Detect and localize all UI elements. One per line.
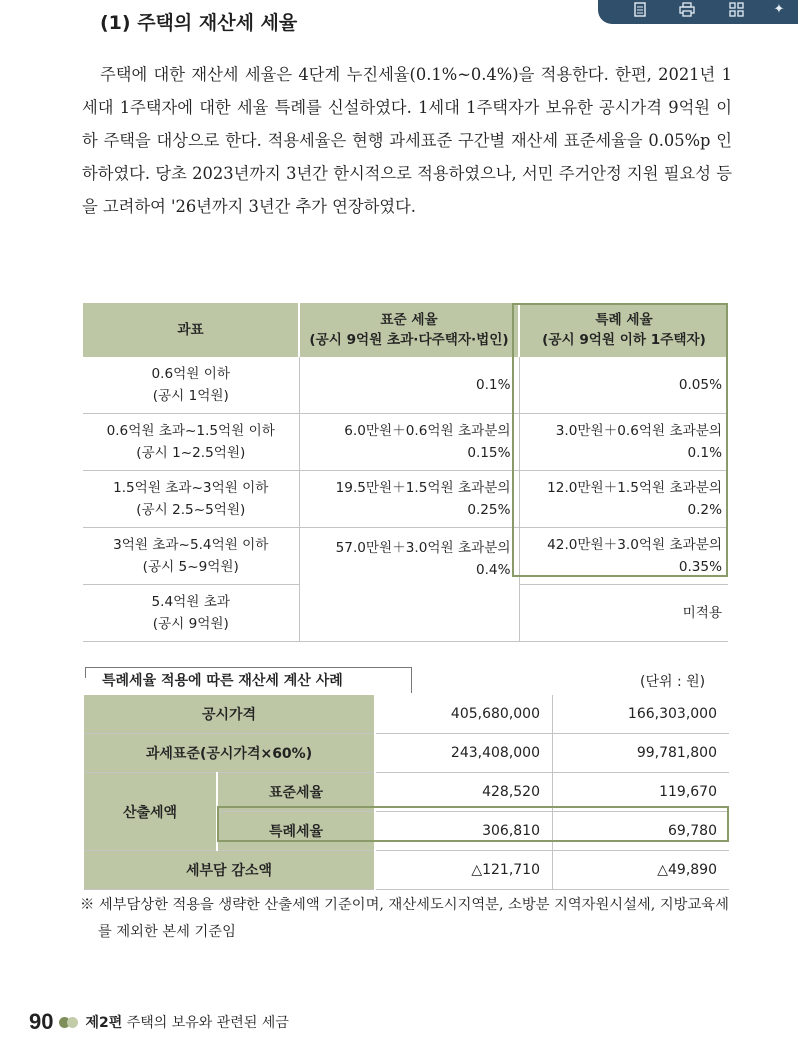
standard-rate-line1: 19.5만원＋1.5억원 초과분의 xyxy=(335,480,511,496)
row-label-reduction: 세부담 감소액 xyxy=(84,851,375,890)
header-special-rate-note: (공시 9억원 이하 1주택자) xyxy=(542,332,706,348)
value-cell: △121,710 xyxy=(375,851,553,890)
bracket-cell xyxy=(83,471,299,528)
table-row xyxy=(83,357,728,414)
header-standard-rate-note: (공시 9억원 초과·다주택자·법인) xyxy=(309,332,509,348)
standard-rate-line2: 0.25% xyxy=(467,502,511,518)
bracket-label: 0.6억원 이하 xyxy=(151,366,230,382)
footer-part: 제2편 xyxy=(85,1015,123,1031)
value-cell: 69,780 xyxy=(553,812,730,851)
header-special-rate-title: 특례 세율 xyxy=(595,312,653,328)
value-cell: 306,810 xyxy=(375,812,553,851)
special-rate-line1: 3.0만원＋0.6억원 초과분의 xyxy=(555,423,722,439)
row-label-special-rate: 특례세율 xyxy=(217,812,375,851)
value-cell: △49,890 xyxy=(553,851,730,890)
standard-rate-line1: 57.0만원＋3.0억원 초과분의 xyxy=(335,540,511,556)
footer-chapter xyxy=(85,1012,288,1032)
bracket-label: 1.5억원 초과~3억원 이하 xyxy=(113,480,269,496)
bracket-cell xyxy=(83,414,299,471)
table-row xyxy=(84,734,729,773)
table-row xyxy=(84,773,729,812)
special-rate-cell xyxy=(519,528,728,585)
special-rate-line1: 42.0만원＋3.0억원 초과분의 xyxy=(547,537,722,553)
bracket-note: (공시 2.5~5억원) xyxy=(136,502,246,518)
bracket-note: (공시 5~9억원) xyxy=(142,559,239,575)
row-label-tax-base: 과세표준(공시가격×60%) xyxy=(84,734,375,773)
bracket-note: (공시 1억원) xyxy=(152,388,229,404)
standard-rate-cell xyxy=(299,471,519,528)
printer-icon[interactable] xyxy=(678,2,696,18)
page-footer xyxy=(29,1008,289,1036)
standard-rate-line1: 6.0만원＋0.6억원 초과분의 xyxy=(344,423,511,439)
calculation-example-table xyxy=(84,695,729,890)
standard-rate-line2: 0.4% xyxy=(475,562,511,578)
table-row xyxy=(83,528,728,585)
grid-icon[interactable] xyxy=(727,2,745,18)
bracket-cell xyxy=(83,585,299,642)
bracket-label: 5.4억원 초과 xyxy=(151,594,230,610)
standard-rate-cell xyxy=(299,528,519,642)
value-cell: 428,520 xyxy=(375,773,553,812)
footer-chapter-title: 주택의 보유와 관련된 세금 xyxy=(126,1015,289,1031)
table-row xyxy=(84,695,729,734)
row-label-price: 공시가격 xyxy=(84,695,375,734)
special-rate-line2: 0.1% xyxy=(687,445,722,461)
bracket-cell xyxy=(83,528,299,585)
special-rate-line1: 12.0만원＋1.5억원 초과분의 xyxy=(547,480,722,496)
value-cell: 99,781,800 xyxy=(553,734,730,773)
standard-rate-line2: 0.15% xyxy=(467,445,511,461)
table-header-row xyxy=(83,303,728,357)
body-paragraph xyxy=(82,58,732,223)
standard-rate-cell xyxy=(299,414,519,471)
document-icon[interactable] xyxy=(631,2,649,18)
section-title: (1) 주택의 재산세 세율 xyxy=(100,12,298,34)
bracket-label: 3억원 초과~5.4억원 이하 xyxy=(113,537,269,553)
header-special-rate xyxy=(519,303,728,357)
page-number: 90 xyxy=(29,1009,54,1034)
value-cell: 119,670 xyxy=(553,773,730,812)
bullet-dot-icon xyxy=(67,1017,78,1028)
row-label-standard-rate: 표준세율 xyxy=(217,773,375,812)
unit-label: (단위 : 원) xyxy=(640,674,706,690)
body-paragraph-text: 주택에 대한 재산세 세율은 4단계 누진세율(0.1%~0.4%)을 적용한다. 한편, 2021년 1세대 1주택자에 대한 세율 특례를 신설하였다. 1세대 1주택자가 보유한 공시가격 9억원 이하 주택을 대상으로 한다. 적용세율은 현행 과세표준 구간별 재산세 표준세율을 0.05%p 인하하였다. 당초 2023년까지 3년간 한시적으로 적용하였으나, 서민 주거안정 지원 필요성 등을 고려하여 '26년까지 3년간 추가 연장하였다. xyxy=(82,65,732,216)
example-title: 특례세율 적용에 따른 재산세 계산 사례 xyxy=(85,667,412,693)
special-rate-line1: 0.05% xyxy=(678,377,722,393)
special-rate-line2: 0.35% xyxy=(678,559,722,575)
corner-toolbar xyxy=(598,0,798,24)
value-cell: 166,303,000 xyxy=(553,695,730,734)
table-row xyxy=(84,851,729,890)
value-cell: 405,680,000 xyxy=(375,695,553,734)
special-rate-cell xyxy=(519,357,728,414)
table-row xyxy=(83,471,728,528)
bracket-label: 0.6억원 초과~1.5억원 이하 xyxy=(106,423,275,439)
special-rate-cell xyxy=(519,414,728,471)
value-cell: 243,408,000 xyxy=(375,734,553,773)
header-bracket: 과표 xyxy=(83,303,299,357)
standard-rate-cell xyxy=(299,357,519,414)
header-standard-rate-title: 표준 세율 xyxy=(380,312,438,328)
special-rate-cell xyxy=(519,471,728,528)
footnote-text: ※ 세부담상한 적용을 생략한 산출세액 기준이며, 재산세도시지역분, 소방분 지역자원시설세, 지방교육세를 제외한 본세 기준임 xyxy=(80,897,729,940)
special-rate-line1: 미적용 xyxy=(682,605,722,621)
row-label-computed-tax: 산출세액 xyxy=(84,773,217,851)
standard-rate-line1: 0.1% xyxy=(475,377,511,393)
table-row xyxy=(83,414,728,471)
footnote xyxy=(80,892,740,946)
bracket-note: (공시 1~2.5억원) xyxy=(136,445,246,461)
bracket-note: (공시 9억원) xyxy=(152,616,229,632)
header-standard-rate xyxy=(299,303,519,357)
more-icon[interactable]: ✦ xyxy=(773,2,785,17)
bracket-cell xyxy=(83,357,299,414)
tax-rate-table xyxy=(83,303,728,642)
special-rate-cell xyxy=(519,585,728,642)
special-rate-line2: 0.2% xyxy=(687,502,722,518)
